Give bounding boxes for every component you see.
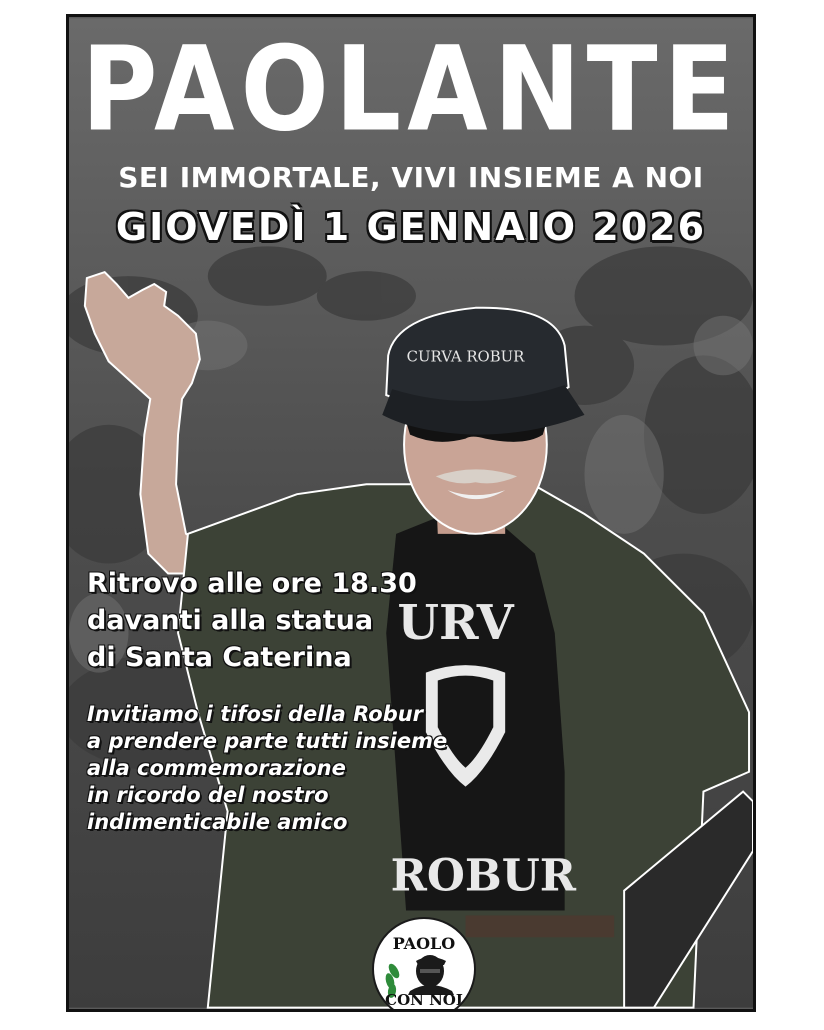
- meeting-line: Ritrovo alle ore 18.30: [87, 568, 417, 599]
- logo-text-bottom: CON NOI: [385, 991, 463, 1009]
- invitation-line: indimenticabile amico: [87, 810, 348, 834]
- meeting-info: [87, 565, 467, 676]
- meeting-line: di Santa Caterina: [87, 642, 352, 673]
- poster-subtitle: SEI IMMORTALE, VIVI INSIEME A NOI: [118, 161, 704, 194]
- logo-text-top: PAOLO: [392, 934, 456, 953]
- invitation-text: [87, 701, 487, 836]
- event-date: GIOVEDÌ 1 GENNAIO 2026: [115, 205, 707, 249]
- cap-text: CURVA ROBUR: [406, 347, 525, 366]
- paolo-con-noi-logo: [372, 917, 476, 1012]
- invitation-line: in ricordo del nostro: [87, 783, 329, 807]
- shirt-text-top: URV: [397, 594, 514, 651]
- meeting-line: davanti alla statua: [87, 605, 374, 636]
- invitation-line: alla commemorazione: [87, 756, 346, 780]
- invitation-line: Invitiamo i tifosi della Robur: [87, 702, 424, 726]
- poster-title: PAOLANTE: [81, 20, 741, 158]
- invitation-line: a prendere parte tutti insieme: [87, 729, 448, 753]
- memorial-poster: [66, 14, 756, 1012]
- shirt-text-bottom: ROBUR: [390, 850, 577, 902]
